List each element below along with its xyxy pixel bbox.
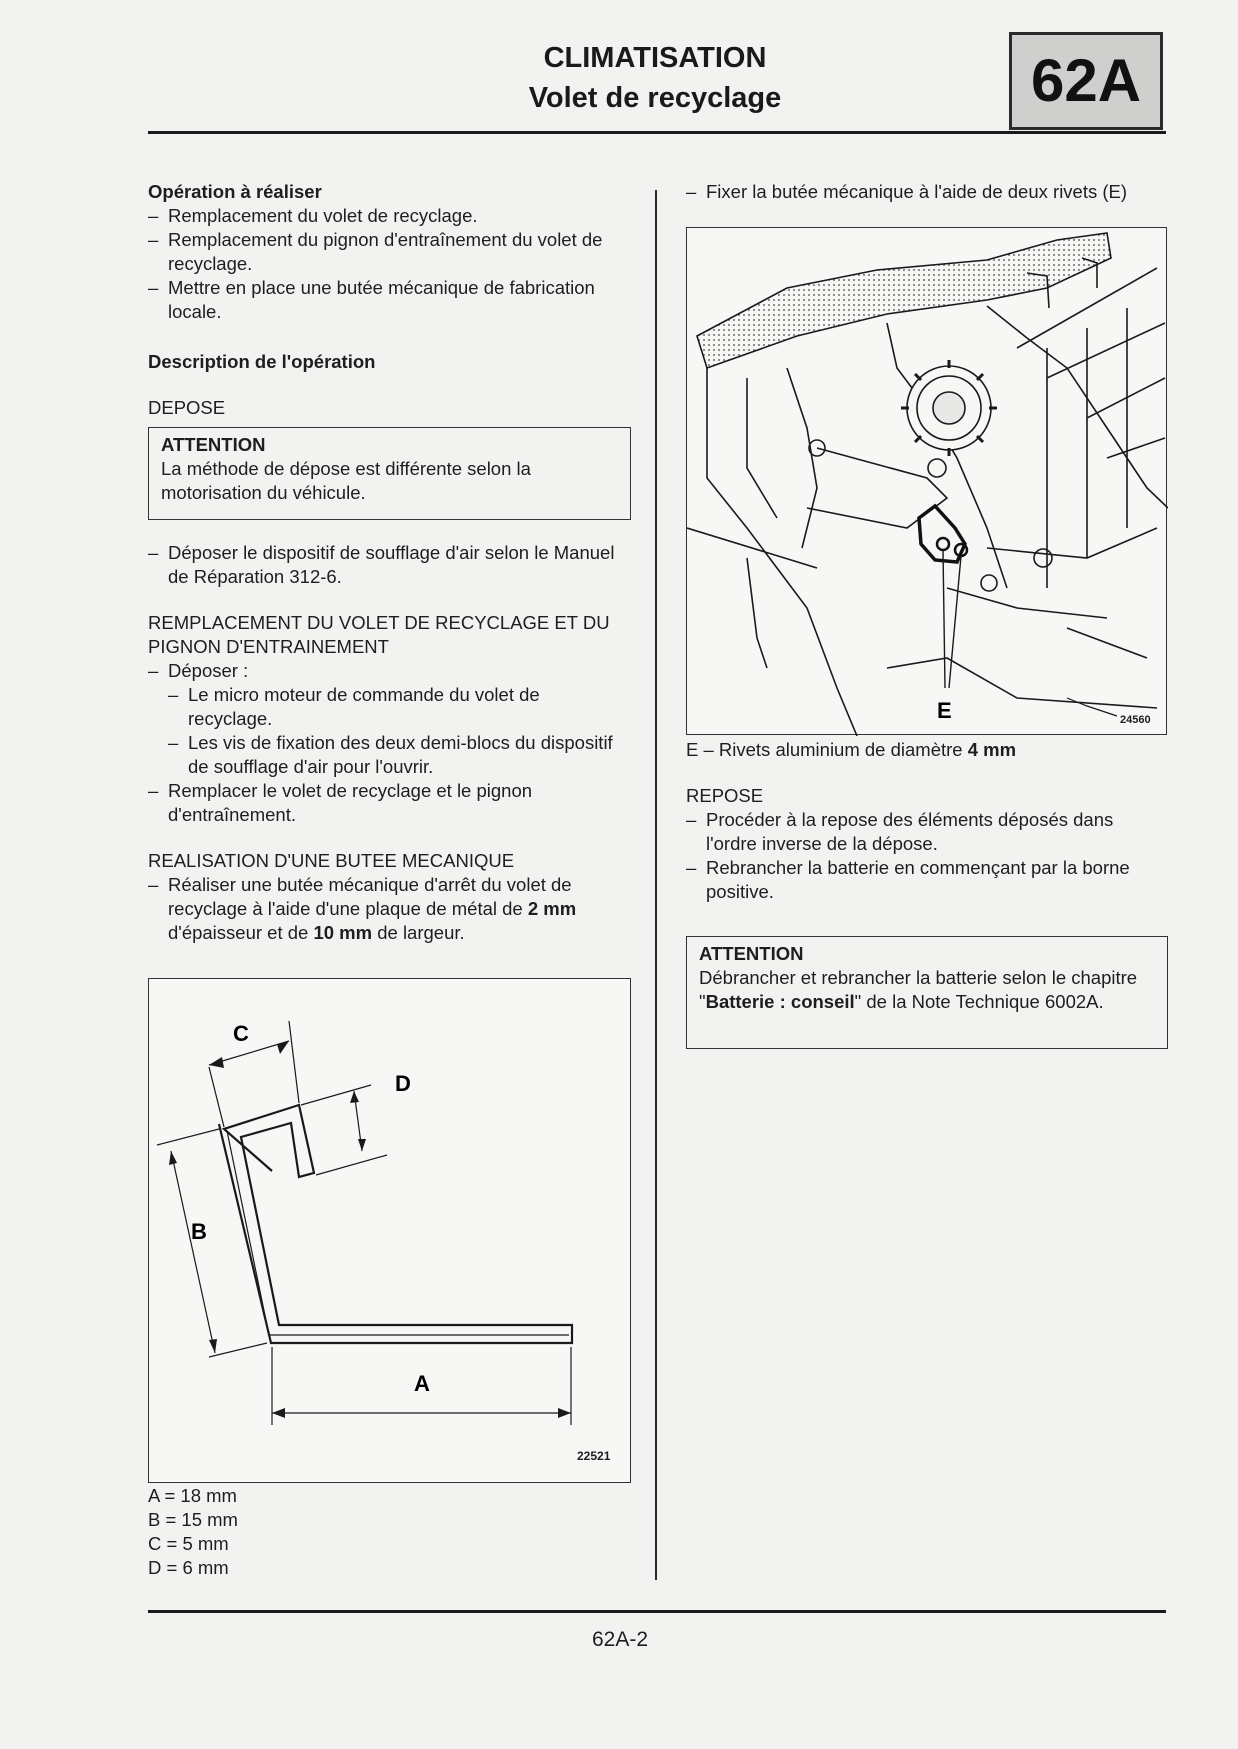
page-number: 62A-2 [591,1628,649,1651]
title-climatisation: CLIMATISATION [543,42,767,74]
depose-item: – Déposer le dispositif de soufflage d'air selon le Manuel de Réparation 312-6. [148,541,628,589]
realisation-text-pre: Réaliser une butée mécanique d'arrêt du volet de recyclage à l'aide d'une plaque de métal de [168,874,572,919]
attention-text-post: " de la Note Technique 6002A. [854,991,1104,1012]
bracket-label-c: C [233,1021,249,1046]
attention-box-battery [686,936,1168,1049]
stop-bracket [919,506,965,562]
header-rule [148,131,1166,134]
bracket-label-a: A [414,1371,430,1396]
page-title [430,38,880,118]
left-column [148,180,628,420]
description-heading: Description de l'opération [148,351,376,372]
bracket-label-d: D [395,1071,411,1096]
realisation-text-post: de largeur. [372,922,465,943]
bracket-drawing [149,979,632,1484]
replacement-deposer: – Déposer : [148,659,628,683]
operation-item: – Remplacement du volet de recyclage. [148,204,628,228]
figure-bracket [148,978,631,1483]
attention-title: ATTENTION [161,434,266,455]
realisation-heading: REALISATION D'UNE BUTEE MECANIQUE [148,850,515,871]
caption-diameter: 4 mm [967,739,1017,760]
realisation-width: 10 mm [313,922,373,943]
caption-text: E – Rivets aluminium de diamètre [686,739,968,760]
footer-rule [148,1610,1166,1613]
realisation-text-mid: d'épaisseur et de [168,922,314,943]
bracket-outline [219,1105,572,1343]
rivet-1 [937,538,949,550]
chapter-badge: 62A [1009,32,1163,130]
depose-heading: DEPOSE [148,397,226,418]
attention-text: La méthode de dépose est différente selon la motorisation du véhicule. [161,458,531,503]
repose-heading: REPOSE [686,785,764,806]
operation-item: – Remplacement du pignon d'entraînement du volet de recyclage. [148,228,628,276]
operation-heading: Opération à réaliser [148,181,322,202]
attention-text [699,966,1155,1014]
realisation-item [148,873,628,945]
title-volet: Volet de recyclage [528,82,782,114]
right-column-continued [686,738,1166,904]
figure-number: 24560 [1120,714,1151,726]
attention-title: ATTENTION [699,943,804,964]
attention-reference: Batterie : conseil [705,991,855,1012]
realisation-thickness: 2 mm [527,898,577,919]
attention-text-pre: Débrancher et rebrancher la batterie selon le chapitre " [699,967,1138,1012]
replacement-item: – Remplacer le volet de recyclage et le pignon d'entraînement. [148,779,628,827]
replacement-heading: REMPLACEMENT DU VOLET DE RECYCLAGE ET DU PIGNON D'ENTRAINEMENT [148,612,610,657]
dimension-d: D = 6 mm [148,1557,229,1578]
dimension-a: A = 18 mm [148,1485,237,1506]
figure-number: 22521 [577,1449,611,1463]
figure-caption [686,738,1166,762]
left-column-continued [148,541,628,945]
right-column [686,180,1166,204]
attention-box-depose [148,427,631,520]
column-divider [655,190,657,1580]
repose-item: – Rebrancher la batterie en commençant par la borne positive. [686,856,1166,904]
bracket-inner-edge [227,1131,569,1335]
bracket-label-b: B [191,1219,207,1244]
repose-item: – Procéder à la repose des éléments déposés dans l'ordre inverse de la dépose. [686,808,1166,856]
replacement-sub-item: – Le micro moteur de commande du volet de recyclage. [148,683,628,731]
dimension-c: C = 5 mm [148,1533,229,1554]
operation-item: – Mettre en place une butée mécanique de fabrication locale. [148,276,628,324]
dimension-list [148,1484,348,1580]
rivet-illustration [687,228,1168,736]
replacement-sub-item: – Les vis de fixation des deux demi-blocs du dispositif de soufflage d'air pour l'ouvrir. [148,731,628,779]
fix-item: – Fixer la butée mécanique à l'aide de deux rivets (E) [686,180,1166,204]
rivet-label-e: E [937,698,952,723]
dimension-b: B = 15 mm [148,1509,238,1530]
figure-rivets [686,227,1167,735]
